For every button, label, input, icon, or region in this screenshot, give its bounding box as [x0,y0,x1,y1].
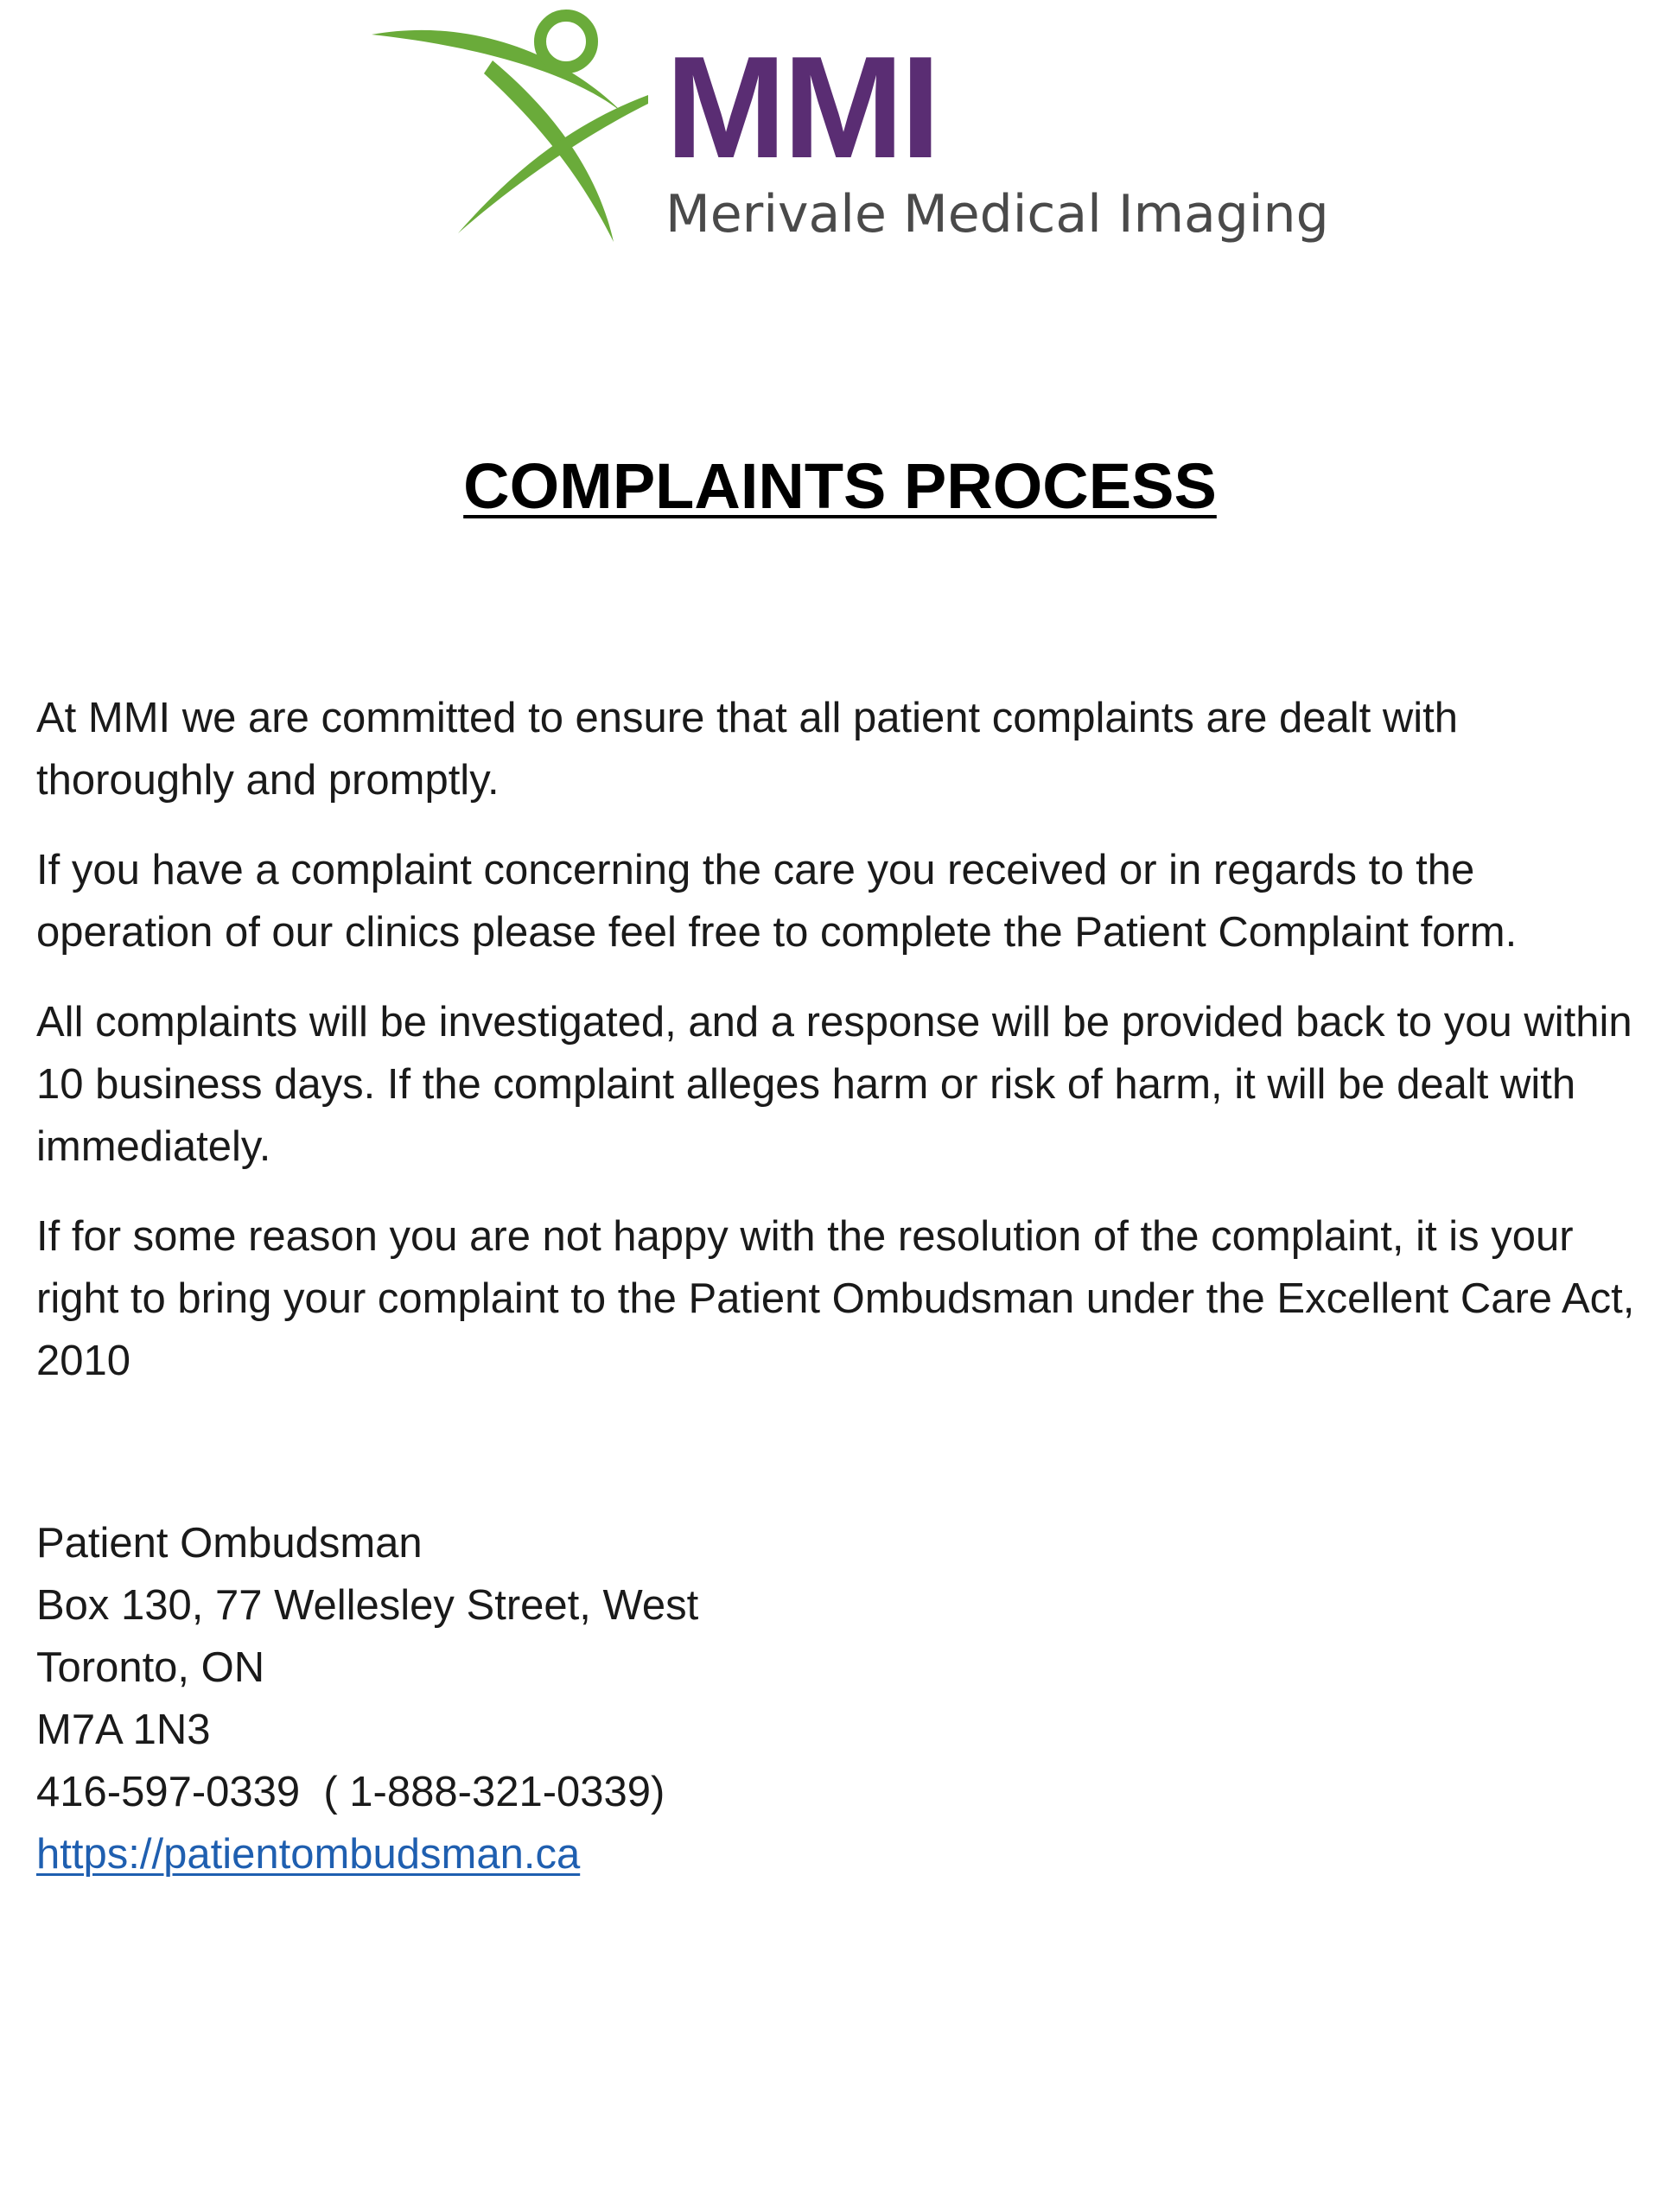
mmi-figure-icon [363,0,674,259]
logo-wordmark: MMI [665,26,938,188]
document-body [36,687,1644,1420]
contact-postal-code: M7A 1N3 [36,1707,211,1753]
contact-address-line1: Box 130, 77 Wellesley Street, West [36,1582,699,1629]
page-title [0,448,1680,525]
paragraph-complaint-form: If you have a complaint concerning the care you received or in regards to the operation of our clinics please feel free to complete the Patient Complaint form. [36,847,1518,956]
contact-name: Patient Ombudsman [36,1520,423,1567]
contact-website-link[interactable]: https://patientombudsman.ca [36,1831,581,1878]
mmi-logo [363,0,1329,268]
contact-phone: 416-597-0339 ( 1-888-321-0339) [36,1769,665,1815]
paragraph-commitment: At MMI we are committed to ensure that all patient complaints are dealt with thoroughly and promptly. [36,695,1458,804]
paragraph-ombudsman-right: If for some reason you are not happy with the resolution of the complaint, it is your right to bring your complaint to the Patient Ombudsman under the Excellent Care Act, 2010 [36,1213,1635,1384]
contact-address-line2: Toronto, ON [36,1644,265,1691]
paragraph-response-time: All complaints will be investigated, and a response will be provided back to you within 10 business days. If the complaint alleges harm or risk of harm, it will be dealt with immediately. [36,999,1632,1170]
contact-website-row [36,1823,698,1885]
page-title-text: COMPLAINTS PROCESS [463,450,1217,522]
contact-block [36,1512,698,1885]
logo-subtitle: Merivale Medical Imaging [665,184,1329,245]
